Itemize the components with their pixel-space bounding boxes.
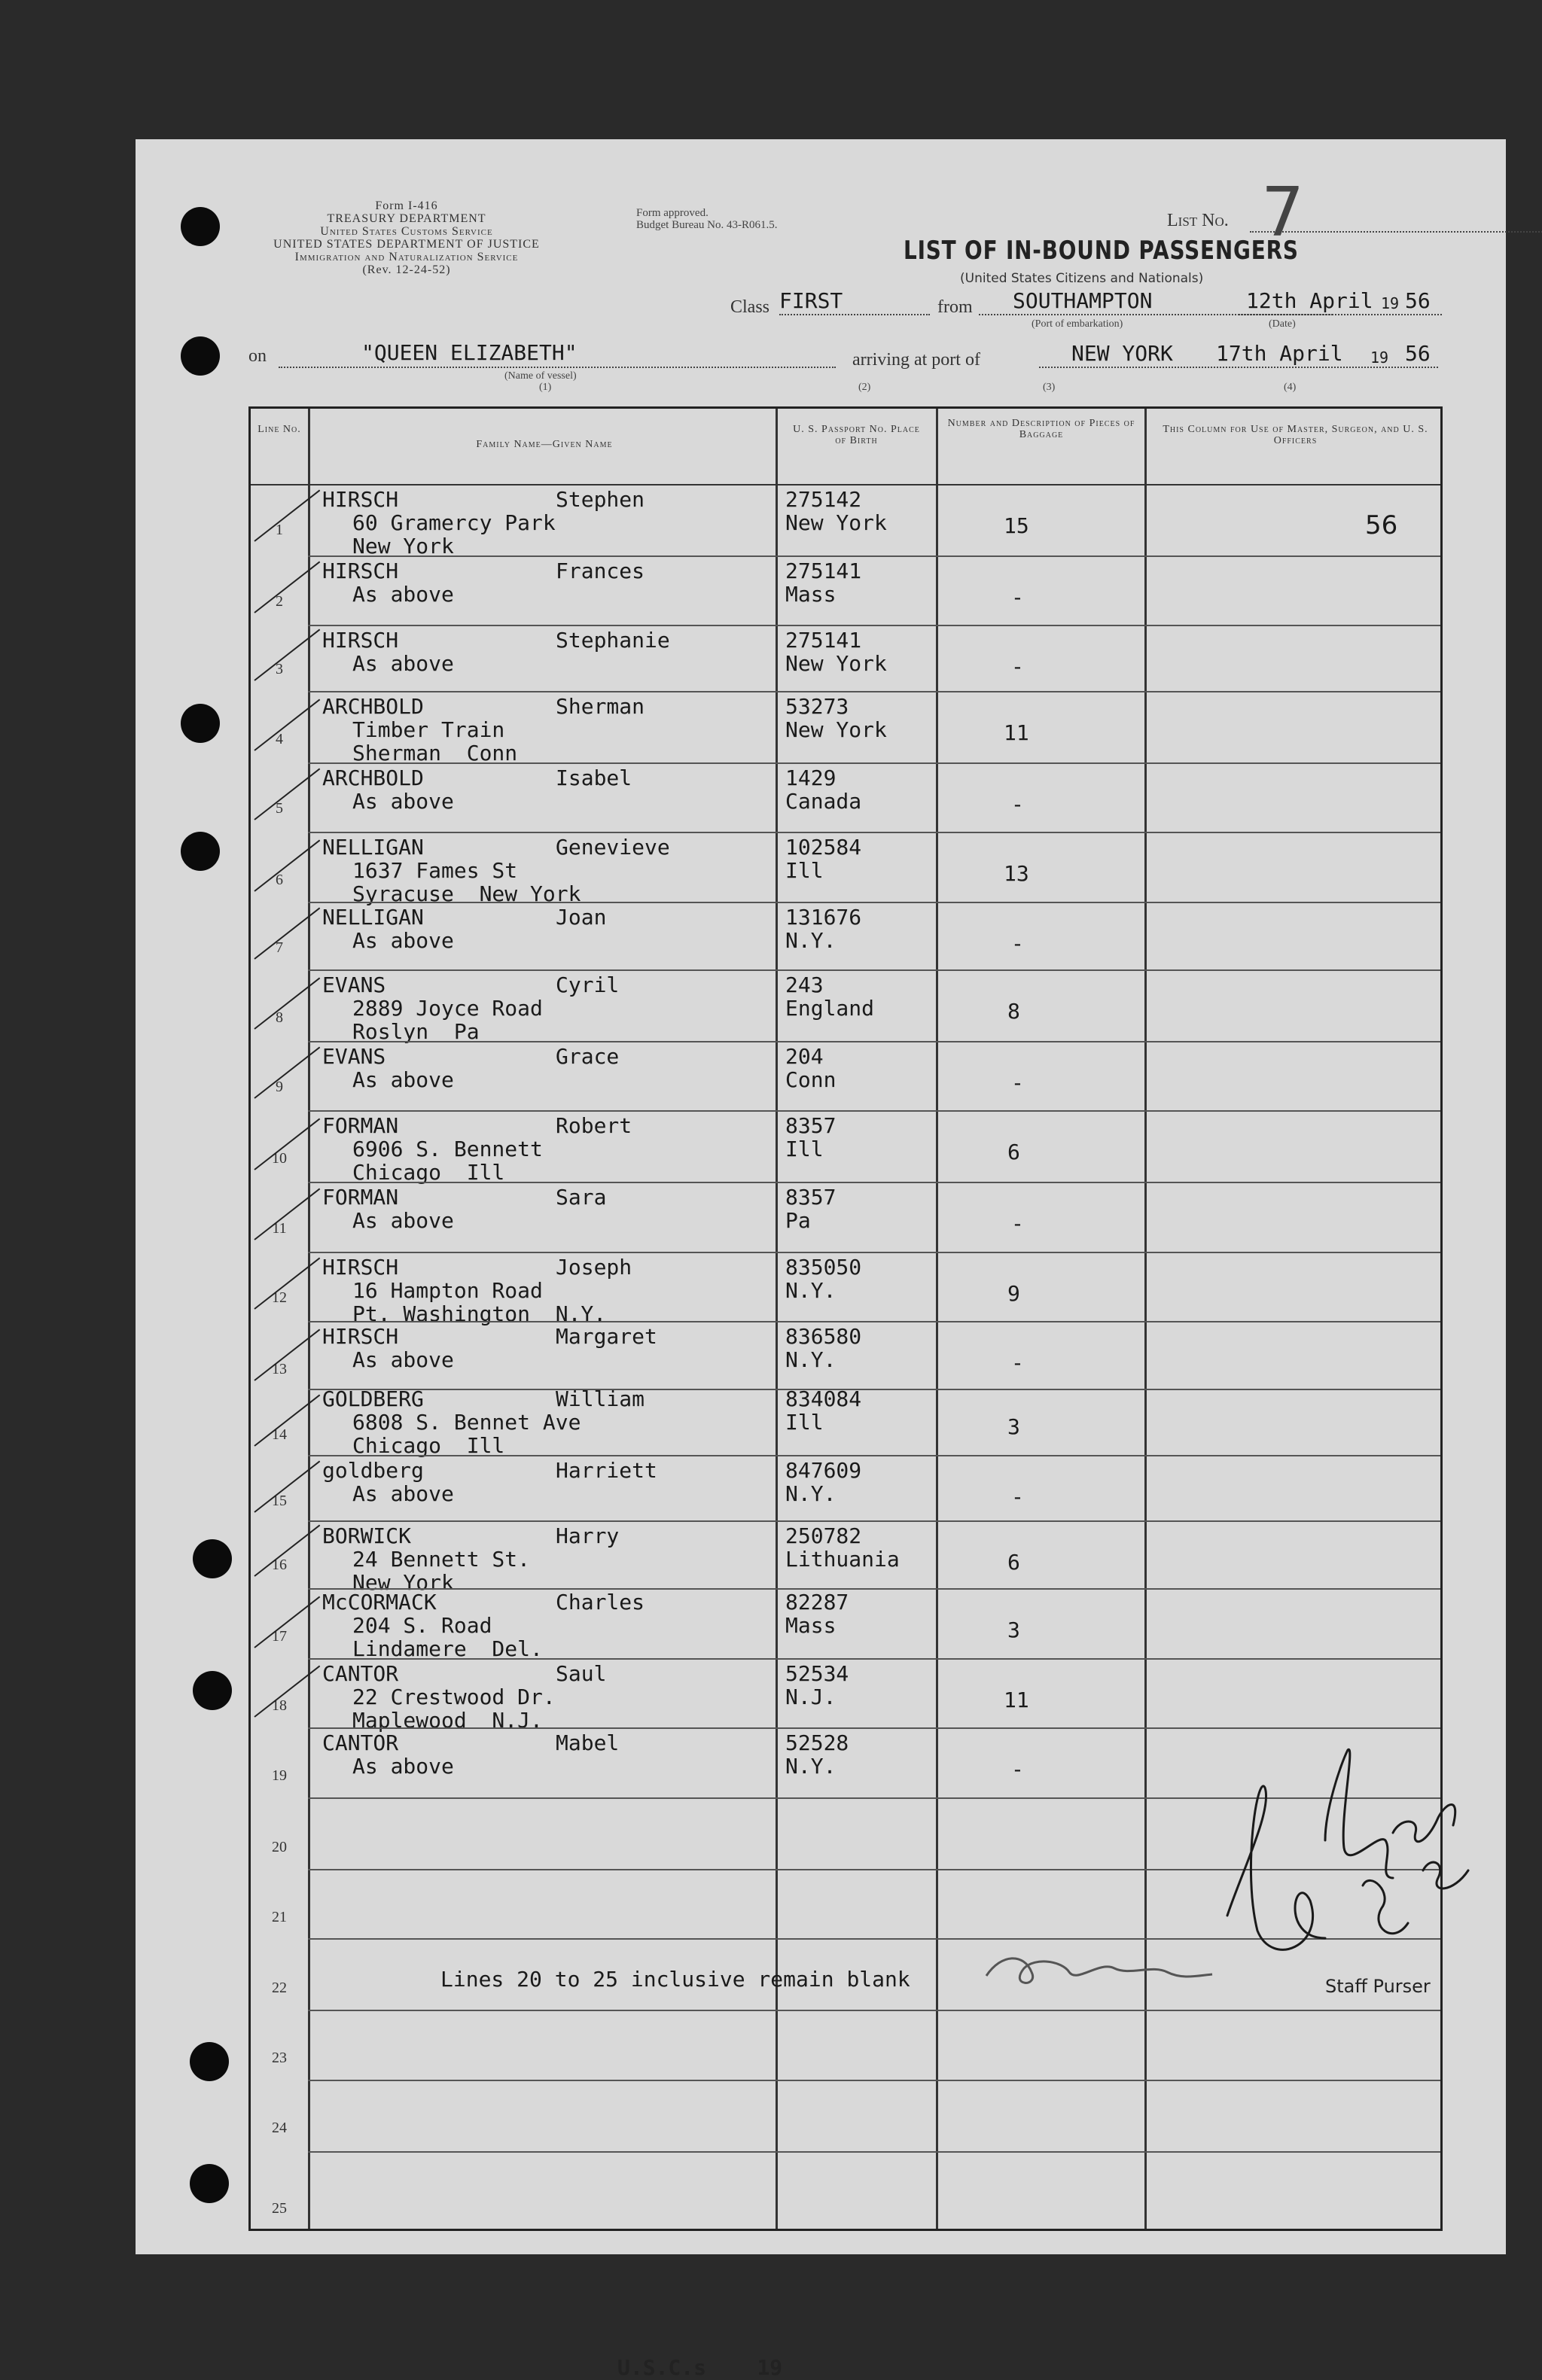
- address-line-1: 24 Bennett St.: [352, 1547, 531, 1572]
- passport-no: 102584: [785, 835, 862, 860]
- address-line-1: As above: [352, 928, 454, 953]
- row-divider: [308, 1041, 1440, 1042]
- baggage-count: -: [1011, 1757, 1024, 1782]
- baggage-count: -: [1011, 1484, 1024, 1509]
- family-name: McCORMACK: [322, 1590, 437, 1615]
- class-label: Class: [730, 297, 770, 317]
- line-number: 7: [276, 939, 283, 956]
- address-line-1: As above: [352, 1481, 454, 1506]
- line-number: 13: [272, 1361, 287, 1377]
- family-name: CANTOR: [322, 1661, 399, 1686]
- baggage-count: 13: [1004, 861, 1029, 886]
- line-number: 15: [272, 1493, 287, 1509]
- footer-number: 19: [757, 2355, 783, 2380]
- address-line-1: 204 S. Road: [352, 1613, 492, 1638]
- family-name: HIRSCH: [322, 1324, 399, 1349]
- place-of-birth: New York: [785, 651, 887, 676]
- purser-initials-scribble: [979, 1946, 1220, 1991]
- given-name: Genevieve: [556, 835, 670, 860]
- passport-no: 1429: [785, 765, 837, 790]
- row-divider: [308, 902, 1440, 903]
- line-number: 20: [272, 1839, 287, 1855]
- baggage-count: 3: [1007, 1618, 1020, 1642]
- place-of-birth: N.Y.: [785, 1347, 837, 1372]
- treasury-dept: TREASURY DEPARTMENT: [327, 212, 486, 225]
- address-line-1: 22 Crestwood Dr.: [352, 1685, 556, 1709]
- address-line-1: 2889 Joyce Road: [352, 996, 543, 1021]
- passport-no: 275141: [785, 628, 862, 653]
- line-number: 21: [272, 1909, 287, 1925]
- address-line-1: As above: [352, 789, 454, 814]
- row-divider: [308, 691, 1440, 692]
- baggage-count: 15: [1004, 513, 1029, 538]
- punch-hole: [193, 1539, 232, 1578]
- arrival-year: 56: [1405, 341, 1431, 366]
- given-name: Margaret: [556, 1324, 657, 1349]
- address-line-1: As above: [352, 651, 454, 676]
- baggage-count: -: [1011, 585, 1024, 610]
- from-label: from: [937, 297, 973, 317]
- line-number: 24: [272, 2120, 287, 2136]
- baggage-count: -: [1011, 1350, 1024, 1375]
- passport-no: 275141: [785, 558, 862, 583]
- place-of-birth: Ill: [785, 1137, 824, 1161]
- class-value: FIRST: [779, 288, 843, 313]
- address-line-2: Maplewood N.J.: [352, 1708, 543, 1733]
- row-divider: [308, 1389, 1440, 1390]
- place-of-birth: Lithuania: [785, 1547, 900, 1572]
- given-name: Joseph: [556, 1255, 632, 1280]
- line-number: 14: [272, 1426, 287, 1443]
- arrival-century: 19: [1370, 348, 1389, 367]
- family-name: HIRSCH: [322, 1255, 399, 1280]
- punch-hole: [181, 336, 220, 376]
- passport-no: 82287: [785, 1590, 849, 1615]
- passport-no: 836580: [785, 1324, 862, 1349]
- baggage-count: -: [1011, 792, 1024, 817]
- passport-no: 204: [785, 1044, 824, 1069]
- line-number: 1: [276, 522, 283, 538]
- footer-code: U.S.C.s: [617, 2355, 707, 2380]
- port-caption: (Port of embarkation): [1032, 318, 1123, 330]
- line-number: 10: [272, 1150, 287, 1167]
- ins-service: Immigration and Naturalization Service: [294, 251, 519, 263]
- passport-no: 243: [785, 972, 824, 997]
- address-line-2: Syracuse New York: [352, 881, 581, 906]
- departure-century: 19: [1381, 294, 1400, 312]
- given-name: Sherman: [556, 694, 645, 719]
- address-line-1: 6808 S. Bennet Ave: [352, 1410, 581, 1435]
- col2-num: (2): [858, 382, 871, 393]
- passport-no: 250782: [785, 1523, 862, 1548]
- place-of-birth: N.Y.: [785, 1481, 837, 1506]
- place-of-birth: New York: [785, 717, 887, 742]
- place-of-birth: New York: [785, 510, 887, 535]
- given-name: Harry: [556, 1523, 620, 1548]
- punch-hole: [190, 2164, 229, 2203]
- line-number: 8: [276, 1009, 283, 1026]
- row-divider: [308, 1455, 1440, 1456]
- departure-year: 56: [1405, 288, 1431, 313]
- place-of-birth: Mass: [785, 582, 837, 607]
- row-divider: [308, 555, 1440, 557]
- on-label: on: [248, 346, 267, 366]
- passport-no: 835050: [785, 1255, 862, 1280]
- address-line-1: As above: [352, 1347, 454, 1372]
- col-header-officers: This Column for Use of Master, Surgeon, and U. S. Officers: [1163, 424, 1428, 446]
- address-line-2: New York: [352, 534, 454, 558]
- port-embarkation: SOUTHAMPTON: [1013, 288, 1153, 313]
- family-name: EVANS: [322, 972, 386, 997]
- line-number: 12: [272, 1289, 287, 1306]
- given-name: Stephanie: [556, 628, 670, 653]
- line-number: 4: [276, 731, 283, 747]
- baggage-count: -: [1011, 1211, 1024, 1236]
- address-line-2: Chicago Ill: [352, 1433, 505, 1458]
- col-divider: [776, 409, 778, 2229]
- line-number: 5: [276, 800, 283, 817]
- arriving-label: arriving at port of: [852, 350, 980, 370]
- form-number: Form I-416: [375, 199, 438, 212]
- col-header-baggage: Number and Description of Pieces of Baggage: [947, 418, 1135, 440]
- family-name: GOLDBERG: [322, 1386, 424, 1411]
- given-name: Mabel: [556, 1730, 620, 1755]
- family-name: CANTOR: [322, 1730, 399, 1755]
- document-page: [136, 139, 1506, 2380]
- row-divider: [308, 832, 1440, 833]
- given-name: Charles: [556, 1590, 645, 1615]
- justice-dept: UNITED STATES DEPARTMENT OF JUSTICE: [273, 238, 540, 251]
- baggage-count: -: [1011, 931, 1024, 956]
- given-name: William: [556, 1386, 645, 1411]
- family-name: ARCHBOLD: [322, 694, 424, 719]
- address-line-2: Chicago Ill: [352, 1160, 505, 1185]
- place-of-birth: Ill: [785, 1410, 824, 1435]
- address-line-1: As above: [352, 1754, 454, 1779]
- list-no-label: List No.: [1167, 211, 1229, 230]
- row-divider: [308, 969, 1440, 971]
- class-dots: [779, 314, 930, 315]
- family-name: EVANS: [322, 1044, 386, 1069]
- row-divider: [308, 762, 1440, 764]
- given-name: Grace: [556, 1044, 620, 1069]
- baggage-count: 8: [1007, 999, 1020, 1024]
- line-number: 22: [272, 1980, 287, 1996]
- family-name: goldberg: [322, 1458, 424, 1483]
- punch-hole: [190, 2042, 229, 2081]
- baggage-count: -: [1011, 1070, 1024, 1095]
- line-number: 25: [272, 2200, 287, 2217]
- line-number: 17: [272, 1628, 287, 1645]
- place-of-birth: Pa: [785, 1208, 811, 1233]
- form-approved-text: Form approved.: [636, 207, 709, 219]
- given-name: Saul: [556, 1661, 607, 1686]
- page-title: LIST OF IN-BOUND PASSENGERS: [904, 236, 1299, 266]
- baggage-count: 11: [1004, 1688, 1029, 1712]
- form-footer: [617, 2355, 782, 2380]
- family-name: ARCHBOLD: [322, 765, 424, 790]
- baggage-count: 6: [1007, 1140, 1020, 1164]
- address-line-2: Sherman Conn: [352, 741, 518, 765]
- place-of-birth: N.J.: [785, 1685, 837, 1709]
- purser-signature: [1212, 1720, 1483, 1991]
- date-caption: (Date): [1269, 318, 1296, 330]
- line-number: 18: [272, 1697, 287, 1714]
- departure-date: 12th April: [1246, 288, 1373, 313]
- address-line-2: Lindamere Del.: [352, 1636, 543, 1661]
- form-revision: (Rev. 12-24-52): [362, 263, 451, 276]
- family-name: HIRSCH: [322, 558, 399, 583]
- arrival-port: NEW YORK: [1071, 341, 1173, 366]
- col-divider: [308, 409, 310, 2229]
- passport-no: 8357: [785, 1185, 837, 1210]
- row-divider: [308, 625, 1440, 626]
- address-line-1: As above: [352, 1067, 454, 1092]
- baggage-count: 6: [1007, 1550, 1020, 1575]
- line-number: 3: [276, 661, 283, 677]
- arrival-date: 17th April: [1216, 341, 1343, 366]
- baggage-count: 3: [1007, 1414, 1020, 1439]
- address-line-1: As above: [352, 1208, 454, 1233]
- officer-note: 56: [1365, 510, 1398, 540]
- line-number: 9: [276, 1079, 283, 1095]
- arrival-dots: [1039, 367, 1438, 368]
- header-divider: [251, 484, 1440, 485]
- baggage-count: -: [1011, 654, 1024, 679]
- passport-no: 275142: [785, 487, 862, 512]
- address-line-2: Roslyn Pa: [352, 1019, 480, 1044]
- customs-service: United States Customs Service: [320, 225, 493, 238]
- place-of-birth: N.Y.: [785, 1278, 837, 1303]
- blank-lines-note: Lines 20 to 25 inclusive remain blank: [440, 1967, 910, 1992]
- given-name: Frances: [556, 558, 645, 583]
- address-line-1: 16 Hampton Road: [352, 1278, 543, 1303]
- list-no-value: 7: [1261, 173, 1305, 252]
- address-line-1: As above: [352, 582, 454, 607]
- family-name: HIRSCH: [322, 628, 399, 653]
- line-number: 2: [276, 593, 283, 610]
- vessel-colnum: (1): [539, 382, 552, 393]
- line-number: 19: [272, 1767, 287, 1784]
- punch-hole: [193, 1671, 232, 1710]
- place-of-birth: Mass: [785, 1613, 837, 1638]
- place-of-birth: N.Y.: [785, 1754, 837, 1779]
- row-divider: [308, 1658, 1440, 1660]
- place-of-birth: N.Y.: [785, 928, 837, 953]
- punch-hole: [181, 704, 220, 743]
- address-line-1: 1637 Fames St: [352, 858, 518, 883]
- col-header-passport: U. S. Passport No. Place of Birth: [793, 424, 920, 446]
- vessel-caption: (Name of vessel): [504, 370, 577, 382]
- staff-purser-label: Staff Purser: [1325, 1976, 1431, 1997]
- address-line-2: New York: [352, 1570, 454, 1595]
- row-divider: [308, 2080, 1440, 2081]
- budget-bureau-text: Budget Bureau No. 43-R061.5.: [636, 219, 778, 231]
- row-divider: [308, 1182, 1440, 1183]
- line-number: 11: [272, 1220, 287, 1237]
- address-line-1: 60 Gramercy Park: [352, 510, 556, 535]
- row-divider: [308, 2151, 1440, 2153]
- vessel-dots: [279, 367, 836, 368]
- place-of-birth: Conn: [785, 1067, 837, 1092]
- address-line-1: 6906 S. Bennett: [352, 1137, 543, 1161]
- baggage-count: 11: [1004, 720, 1029, 745]
- passport-no: 8357: [785, 1113, 837, 1138]
- baggage-count: 9: [1007, 1281, 1020, 1306]
- col-divider: [936, 409, 938, 2229]
- given-name: Cyril: [556, 972, 620, 997]
- passport-no: 52534: [785, 1661, 849, 1686]
- family-name: FORMAN: [322, 1185, 399, 1210]
- line-number: 23: [272, 2050, 287, 2066]
- page-subtitle: (United States Citizens and Nationals): [960, 271, 1204, 286]
- family-name: FORMAN: [322, 1113, 399, 1138]
- passport-no: 53273: [785, 694, 849, 719]
- col-header-line-no: Line No.: [258, 424, 301, 435]
- passport-no: 52528: [785, 1730, 849, 1755]
- given-name: Joan: [556, 905, 607, 930]
- punch-hole: [181, 832, 220, 871]
- passport-no: 131676: [785, 905, 862, 930]
- place-of-birth: England: [785, 996, 875, 1021]
- line-number: 6: [276, 872, 283, 888]
- line-number: 16: [272, 1557, 287, 1573]
- col4-num: (4): [1284, 382, 1297, 393]
- given-name: Isabel: [556, 765, 632, 790]
- family-name: HIRSCH: [322, 487, 399, 512]
- vessel-name: "QUEEN ELIZABETH": [361, 340, 577, 365]
- given-name: Sara: [556, 1185, 607, 1210]
- family-name: NELLIGAN: [322, 905, 424, 930]
- given-name: Stephen: [556, 487, 645, 512]
- row-divider: [308, 2010, 1440, 2011]
- row-divider: [308, 1588, 1440, 1590]
- given-name: Harriett: [556, 1458, 657, 1483]
- col3-num: (3): [1043, 382, 1056, 393]
- address-line-1: Timber Train: [352, 717, 505, 742]
- row-divider: [308, 1520, 1440, 1522]
- family-name: NELLIGAN: [322, 835, 424, 860]
- address-line-2: Pt. Washington N.Y.: [352, 1301, 607, 1326]
- place-of-birth: Ill: [785, 858, 824, 883]
- place-of-birth: Canada: [785, 789, 862, 814]
- family-name: BORWICK: [322, 1523, 412, 1548]
- given-name: Robert: [556, 1113, 632, 1138]
- form-approval: [636, 207, 777, 231]
- form-header-agencies: [211, 199, 602, 276]
- row-divider: [308, 1252, 1440, 1253]
- row-divider: [308, 1321, 1440, 1322]
- row-divider: [308, 1110, 1440, 1112]
- col-header-name: Family Name—Given Name: [476, 439, 613, 450]
- passport-no: 847609: [785, 1458, 862, 1483]
- date-dots: [1239, 314, 1442, 315]
- passport-no: 834084: [785, 1386, 862, 1411]
